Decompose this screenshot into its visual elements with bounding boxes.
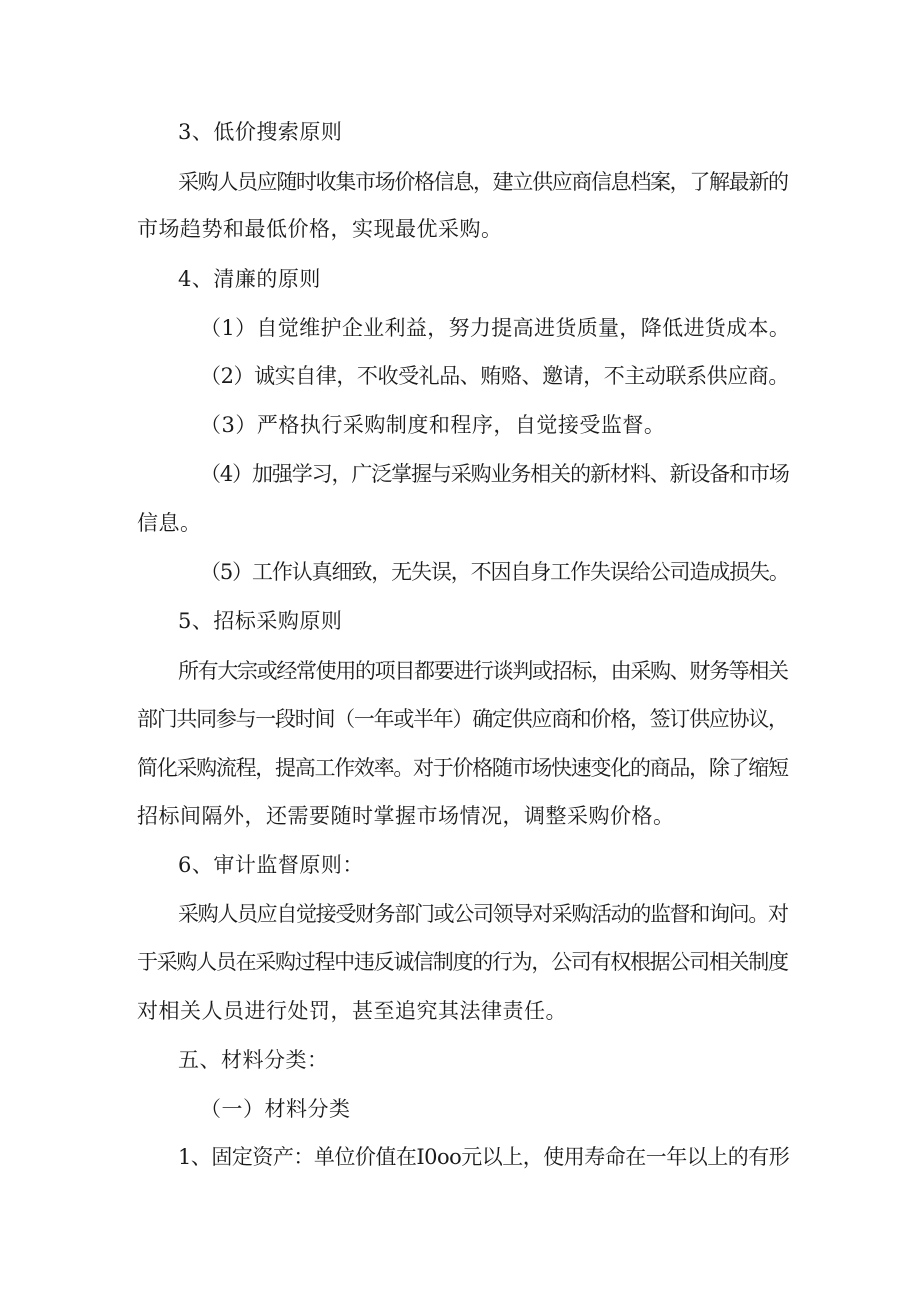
paragraph-line: 采购人员应随时收集市场价格信息，建立供应商信息档案，了解最新的 [178, 170, 788, 194]
paragraph-line: 市场趋势和最低价格，实现最优采购。 [137, 217, 503, 241]
paragraph-line: 招标间隔外，还需要随时掌握市场情况，调整采购价格。 [137, 804, 675, 828]
section-heading: 5、招标采购原则 [178, 609, 343, 633]
subsection-heading: （一）材料分类 [200, 1097, 351, 1121]
list-item: （5）工作认真细致，无失误，不因自身工作失误给公司造成损失。 [200, 560, 789, 584]
list-item: （1）自觉维护企业利益，努力提高进货质量，降低进货成本。 [200, 316, 791, 340]
paragraph-line: 对相关人员进行处罚，甚至追究其法律责任。 [137, 999, 567, 1023]
paragraph-line: 简化采购流程，提高工作效率。对于价格随市场快速变化的商品，除了缩短 [137, 756, 788, 780]
paragraph-line: 部门共同参与一段时间（一年或半年）确定供应商和价格，签订供应协议， [137, 707, 788, 731]
list-item: （4）加强学习，广泛掌握与采购业务相关的新材料、新设备和市场 [200, 462, 789, 486]
chapter-heading: 五、材料分类： [178, 1048, 329, 1072]
list-item: （2）诚实自律，不收受礼品、贿赂、邀请，不主动联系供应商。 [200, 364, 789, 388]
section-heading: 4、清廉的原则 [178, 267, 321, 291]
paragraph-line: 1、固定资产：单位价值在I0oo元以上，使用寿命在一年以上的有形 [178, 1145, 790, 1169]
list-item: 信息。 [137, 511, 202, 535]
paragraph-line: 所有大宗或经常使用的项目都要进行谈判或招标，由采购、财务等相关 [178, 659, 788, 683]
section-heading: 6、审计监督原则： [178, 853, 364, 877]
paragraph-line: 于采购人员在采购过程中违反诚信制度的行为，公司有权根据公司相关制度 [137, 950, 788, 974]
list-item: （3）严格执行采购制度和程序，自觉接受监督。 [200, 413, 666, 437]
paragraph-line: 采购人员应自觉接受财务部门或公司领导对采购活动的监督和询问。对 [178, 902, 788, 926]
section-heading: 3、低价搜索原则 [178, 120, 343, 144]
